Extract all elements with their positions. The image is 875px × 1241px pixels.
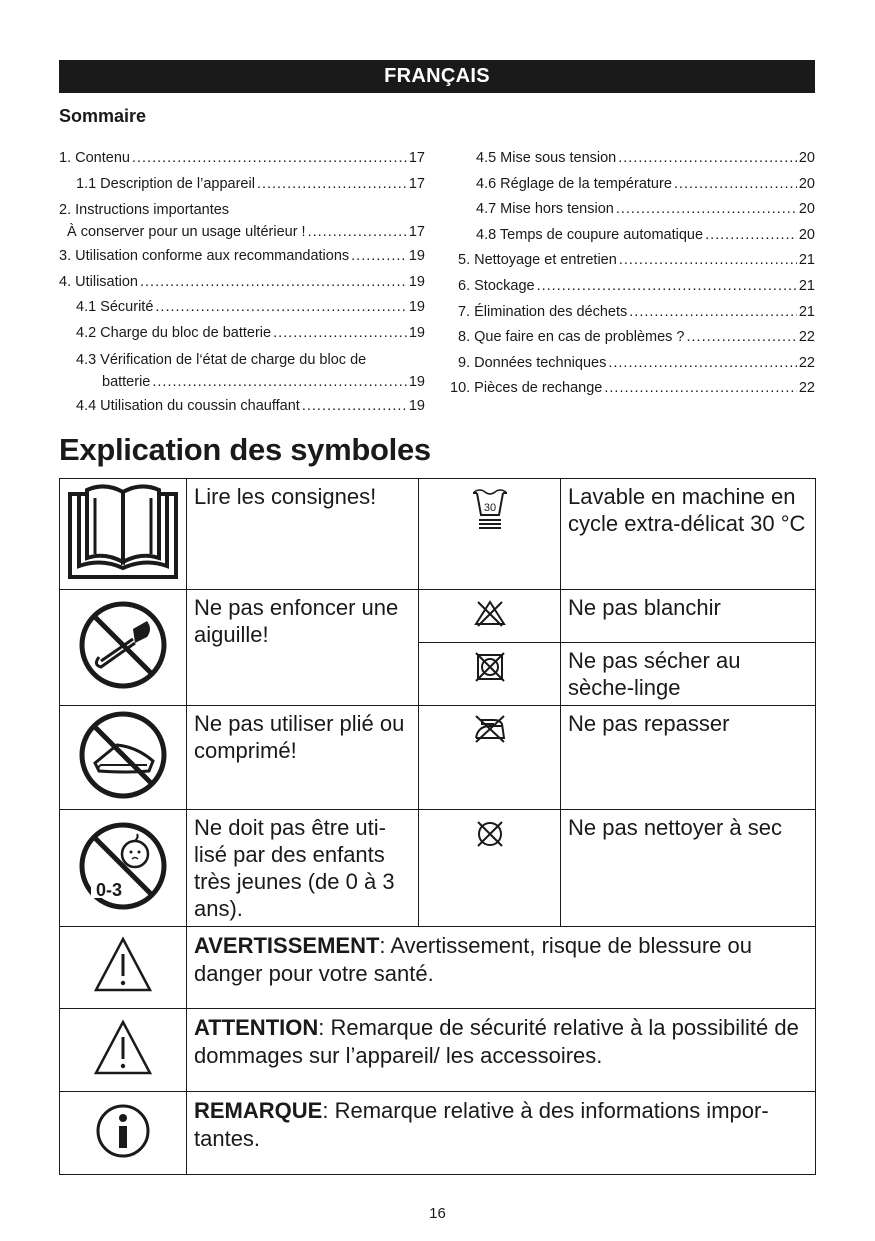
note-text-cell <box>187 1092 816 1175</box>
no-needle-icon <box>77 599 169 691</box>
no-children-cell <box>60 810 187 927</box>
toc-right-column <box>450 146 815 402</box>
toc-entry-text: 2. Instructions importantes <box>59 202 230 219</box>
no-iron-text: Ne pas repasser <box>561 706 816 810</box>
attention-text: : Remarque de sécurité relative à la possibilité de dommages sur l’appareil/ les accessoires. <box>194 1015 799 1068</box>
toc-entry-page: 20 <box>798 175 815 192</box>
toc-entry[interactable] <box>450 248 815 274</box>
toc-entry-text: 3. Utilisation conforme aux recommandations <box>59 248 350 265</box>
toc-entry-page: 20 <box>798 201 815 218</box>
toc-entry-text: 5. Nettoyage et entretien <box>458 252 617 269</box>
no-iron-icon-cell <box>419 706 561 810</box>
toc-entry[interactable] <box>59 270 425 296</box>
toc-entry[interactable] <box>450 223 815 249</box>
toc-entry-text-2: À conserver pour un usage ultérieur ! <box>67 224 306 241</box>
warning-triangle-icon <box>93 936 153 994</box>
attention-label: ATTENTION <box>194 1015 319 1040</box>
note-icon-cell <box>60 1092 187 1175</box>
attention-icon-cell <box>60 1009 187 1092</box>
toc-entry[interactable] <box>450 274 815 300</box>
toc-entry-page: 17 <box>408 150 425 166</box>
no-children-text: Ne doit pas être uti-lisé par des enfants très jeunes (de 0 à 3 ans). <box>187 810 419 927</box>
toc-entry-text: 4.2 Charge du bloc de batterie <box>76 324 272 341</box>
toc-entry-page: 22 <box>798 354 815 371</box>
toc-entry-text: 4. Utilisation <box>59 273 138 290</box>
warning-icon-cell <box>60 927 187 1009</box>
attention-triangle-icon <box>93 1019 153 1077</box>
no-folded-icon <box>77 709 169 801</box>
toc-entry-page: 21 <box>798 303 815 320</box>
toc-entry[interactable] <box>450 300 815 326</box>
toc-entry-text: 1. Contenu <box>59 150 130 166</box>
toc-entry-page: 19 <box>408 373 425 390</box>
toc-entry-page: 19 <box>408 324 425 341</box>
note-text: : Remarque relative à des informations impor-tantes. <box>194 1098 769 1151</box>
toc-entry[interactable] <box>450 172 815 198</box>
toc-entry-text: 7. Élimination des déchets <box>458 303 628 320</box>
toc-entry-page: 20 <box>798 150 815 166</box>
warning-text: : Avertissement, risque de blessure ou danger pour votre santé. <box>194 933 752 986</box>
no-dry-clean-icon-cell <box>419 810 561 927</box>
toc-entry-page: 19 <box>408 248 425 265</box>
toc-left-column <box>59 146 425 419</box>
toc-entry-text: 10. Pièces de rechange <box>450 380 603 397</box>
toc-entry-page: 22 <box>798 329 815 346</box>
toc-entry[interactable] <box>450 197 815 223</box>
toc-entry[interactable] <box>59 244 425 270</box>
toc-entry-page: 17 <box>408 175 425 192</box>
no-bleach-text: Ne pas blanchir <box>561 590 816 643</box>
read-instructions-text: Lire les consignes! <box>187 479 419 590</box>
toc-entry[interactable] <box>59 197 425 244</box>
toc-entry[interactable] <box>59 172 425 198</box>
attention-text-cell <box>187 1009 816 1092</box>
no-bleach-icon <box>473 598 507 628</box>
toc-entry-page: 20 <box>798 226 815 243</box>
toc-entry-text: 4.4 Utilisation du coussin chauffant <box>76 397 300 414</box>
toc-title: Sommaire <box>59 106 147 126</box>
book-icon <box>67 484 179 580</box>
no-iron-icon <box>472 714 508 744</box>
toc-entry[interactable] <box>450 146 815 172</box>
symbols-title: Explication des symboles <box>59 432 431 467</box>
toc-entry-page: 21 <box>798 277 815 294</box>
toc-entry-text: 6. Stockage <box>458 277 535 294</box>
toc-entry-page: 17 <box>408 224 425 241</box>
child-age-label: 0-3 <box>95 879 123 900</box>
info-icon <box>95 1103 151 1159</box>
symbols-table <box>59 478 816 1175</box>
no-dry-clean-icon <box>474 818 506 850</box>
warning-label: AVERTISSEMENT <box>194 933 380 958</box>
no-tumble-dry-icon <box>474 651 506 683</box>
toc-entry-text: 4.3 Vérification de l‘état de charge du bloc de <box>76 351 367 368</box>
wash-30-delicate-icon <box>470 487 510 531</box>
toc-entry-text: 4.5 Mise sous tension <box>476 150 617 166</box>
no-dry-clean-text: Ne pas nettoyer à sec <box>561 810 816 927</box>
toc-entry-page: 19 <box>408 273 425 290</box>
no-children-icon <box>77 820 169 912</box>
toc-entry-text: 4.7 Mise hors tension <box>476 201 614 218</box>
toc-entry[interactable] <box>450 325 815 351</box>
warning-text-cell <box>187 927 816 1009</box>
wash-temp-label: 30 <box>483 502 496 514</box>
washable-icon-cell <box>419 479 561 590</box>
toc-entry[interactable] <box>59 321 425 347</box>
no-needle-text: Ne pas enfoncer une aiguille! <box>187 590 419 706</box>
note-label: REMARQUE <box>194 1098 323 1123</box>
toc-entry[interactable] <box>59 295 425 321</box>
read-instructions-cell <box>60 479 187 590</box>
toc-entry-page: 19 <box>408 397 425 414</box>
no-folded-cell <box>60 706 187 810</box>
toc-entry-text: 8. Que faire en cas de problèmes ? <box>458 329 685 346</box>
washable-text: Lavable en machine en cycle extra-délicat 30 °C <box>561 479 816 590</box>
toc-entry-text: 4.1 Sécurité <box>76 299 154 316</box>
toc-entry[interactable] <box>450 351 815 377</box>
toc-entry[interactable] <box>450 376 815 402</box>
no-needle-cell <box>60 590 187 706</box>
toc-entry-page: 21 <box>798 252 815 269</box>
toc-entry-text: 4.6 Réglage de la température <box>476 175 672 192</box>
toc-entry-text: 1.1 Description de l’appareil <box>76 175 255 192</box>
toc-entry-text-2: batterie <box>102 373 151 390</box>
page-number: 16 <box>429 1205 446 1222</box>
toc-entry-text: 4.8 Temps de coupure automatique <box>476 226 704 243</box>
toc-entry[interactable] <box>59 347 425 394</box>
language-banner: FRANÇAIS <box>59 60 815 93</box>
toc-entry-page: 22 <box>798 380 815 397</box>
toc-entry-page: 19 <box>408 299 425 316</box>
no-folded-text: Ne pas utiliser plié ou comprimé! <box>187 706 419 810</box>
no-tumble-dry-icon-cell <box>419 643 561 706</box>
no-bleach-icon-cell <box>419 590 561 643</box>
toc-entry[interactable] <box>59 146 425 172</box>
toc-entry[interactable] <box>59 394 425 420</box>
no-tumble-dry-text: Ne pas sécher au sèche-linge <box>561 643 816 706</box>
toc-entry-text: 9. Données techniques <box>458 354 607 371</box>
